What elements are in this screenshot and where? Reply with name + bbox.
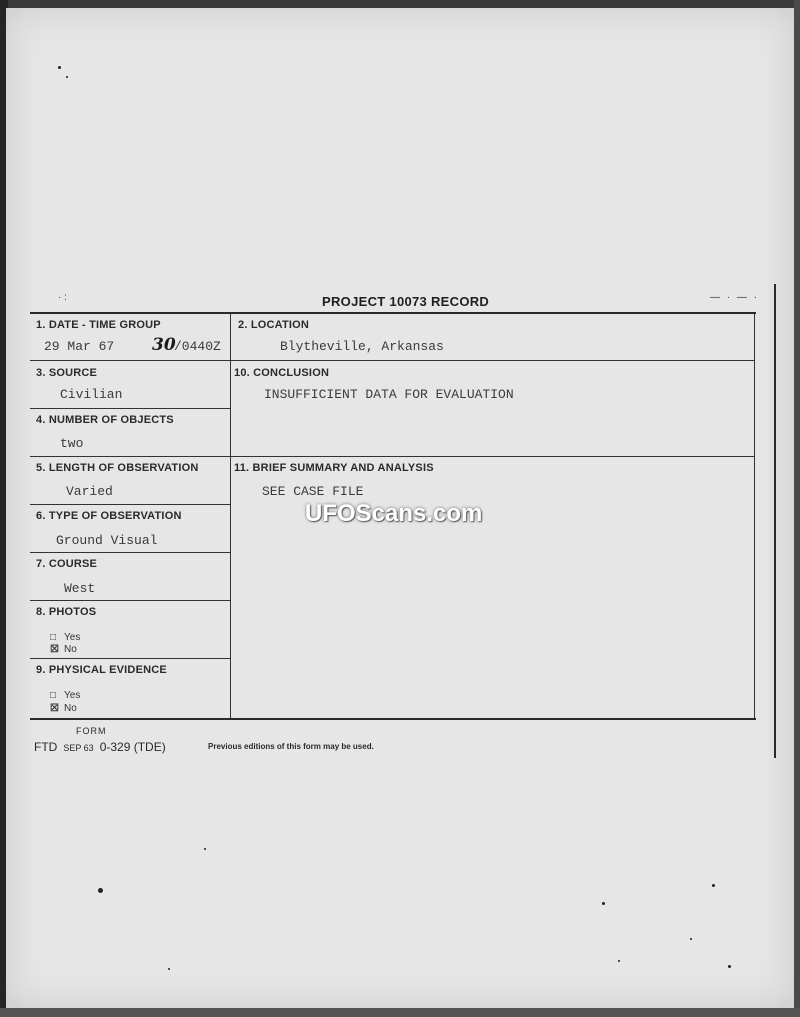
photos-yes-option [50, 632, 80, 643]
ftd-text: FTD [34, 740, 58, 754]
dust-speck [728, 965, 731, 968]
physical-evidence-label: 9. PHYSICAL EVIDENCE [36, 664, 167, 676]
form-top-border [30, 312, 756, 314]
unchecked-box-icon: □ [50, 632, 57, 643]
dust-speck [168, 968, 170, 970]
time-value: /0440Z [174, 339, 221, 354]
watermark: UFOScans.com [305, 500, 483, 527]
row-divider [30, 456, 754, 457]
physical-evidence-no-option [50, 703, 77, 714]
form-number [34, 740, 166, 754]
dust-speck [602, 902, 605, 905]
number-of-objects-label: 4. NUMBER OF OBJECTS [36, 414, 174, 426]
row-divider [30, 360, 754, 361]
dust-speck [712, 884, 715, 887]
dust-speck [204, 848, 206, 850]
location-label: 2. LOCATION [238, 319, 310, 331]
summary-label: 11. BRIEF SUMMARY AND ANALYSIS [234, 462, 434, 474]
length-of-observation-value: Varied [66, 484, 113, 499]
grid-right-border [754, 314, 755, 718]
number-of-objects-value: two [60, 436, 84, 451]
conclusion-value: INSUFFICIENT DATA FOR EVALUATION [264, 387, 514, 402]
previous-editions-note: Previous editions of this form may be used. [208, 742, 374, 751]
source-label: 3. SOURCE [36, 367, 98, 379]
dust-speck [690, 938, 692, 940]
summary-value: SEE CASE FILE [262, 484, 364, 499]
form-bottom-border [30, 718, 756, 720]
row-divider [30, 600, 230, 601]
dust-speck [66, 76, 68, 78]
scan-right-edge [794, 0, 800, 1017]
type-of-observation-label: 6. TYPE OF OBSERVATION [36, 510, 182, 522]
date-value: 29 Mar 67 [44, 339, 115, 354]
form-code: 0-329 (TDE) [99, 740, 166, 754]
source-value: Civilian [60, 387, 123, 402]
handwritten-day: 30 [152, 335, 176, 355]
conclusion-label: 10. CONCLUSION [234, 367, 330, 379]
column-divider [230, 314, 231, 718]
form-word: FORM [76, 726, 107, 736]
form-title: PROJECT 10073 RECORD [322, 294, 490, 309]
dust-speck [618, 960, 620, 962]
checked-box-icon: ☒ [50, 703, 59, 714]
length-of-observation-label: 5. LENGTH OF OBSERVATION [36, 462, 199, 474]
date-time-label: 1. DATE - TIME GROUP [36, 319, 161, 331]
unchecked-box-icon: □ [50, 690, 57, 701]
project-record-form [30, 290, 778, 770]
scan-bottom-edge [0, 1008, 800, 1017]
dust-speck [98, 888, 103, 893]
checked-box-icon: ☒ [50, 644, 59, 655]
photos-no-option [50, 644, 77, 655]
row-divider [30, 552, 230, 553]
type-of-observation-value: Ground Visual [56, 533, 158, 548]
location-value: Blytheville, Arkansas [280, 339, 444, 354]
row-divider [30, 504, 230, 505]
course-value: West [64, 581, 96, 596]
form-right-border [774, 284, 776, 758]
dust-speck [58, 66, 61, 69]
physical-evidence-no-label: No [64, 703, 77, 714]
physical-evidence-yes-option [50, 690, 80, 701]
course-label: 7. COURSE [36, 558, 98, 570]
corner-mark-right: — · — · [710, 292, 759, 303]
photos-no-label: No [64, 644, 77, 655]
corner-mark-left: · : [58, 292, 67, 303]
row-divider [30, 408, 230, 409]
photos-label: 8. PHOTOS [36, 606, 97, 618]
form-date: SEP 63 [63, 743, 94, 753]
physical-evidence-yes-label: Yes [64, 690, 81, 701]
row-divider [30, 658, 230, 659]
photos-yes-label: Yes [64, 632, 81, 643]
